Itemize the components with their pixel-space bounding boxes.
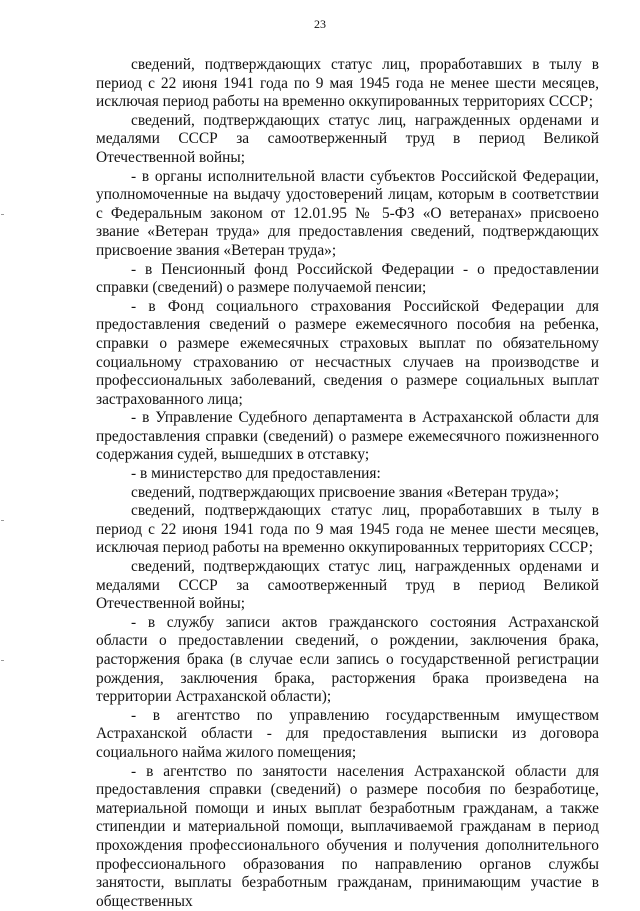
paragraph: - в Пенсионный фонд Российской Федерации - о предоставлении справки (сведений) о размере получаемой пенсии; bbox=[96, 260, 599, 297]
document-body bbox=[96, 56, 599, 911]
paragraph: - в Фонд социального страхования Российской Федерации для предоставления сведений о размере ежемесячного пособия на ребенка, справки о размере ежемесячных страховых выплат по обязательному социальному страхованию от несчастных случаев на производстве и профессиональных заболеваний, сведения о размере социальных выплат застрахованного лица; bbox=[96, 297, 599, 408]
paragraph: сведений, подтверждающих статус лиц, награжденных орденами и медалями СССР за самоотверженный труд в период Великой Отечественной войны; bbox=[96, 558, 599, 613]
paragraph: - в службу записи актов гражданского состояния Астраханской области о предоставлении сведений, о рождении, заключения брака, расторжения брака (в случае если запись о государственной регистрации рождения, заключения брака, расторжения брака произведена на территории Астраханской области); bbox=[96, 613, 599, 706]
paragraph: сведений, подтверждающих статус лиц, проработавших в тылу в период с 22 июня 1941 года по 9 мая 1945 года не менее шести месяцев, исключая период работы на временно оккупированных территориях СССР; bbox=[96, 56, 599, 111]
paragraph: - в органы исполнительной власти субъектов Российской Федерации, уполномоченные на выдачу удостоверений лицам, которым в соответствии с Федеральным законом от 12.01.95 № 5-ФЗ «О ветеранах» присвоено звание «Ветеран труда» для предоставления сведений, подтверждающих присвоение звания «Ветеран труда»; bbox=[96, 167, 599, 259]
paragraph: сведений, подтверждающих статус лиц, награжденных орденами и медалями СССР за самоотверженный труд в период Великой Отечественной войны; bbox=[96, 111, 599, 166]
margin-mark bbox=[1, 214, 4, 215]
paragraph: сведений, подтверждающих присвоение звания «Ветеран труда»; bbox=[131, 483, 559, 501]
margin-mark bbox=[1, 660, 4, 661]
paragraph: сведений, подтверждающих статус лиц, проработавших в тылу в период с 22 июня 1941 года по 9 мая 1945 года не менее шести месяцев, исключая период работы на временно оккупированных территориях СССР; bbox=[96, 502, 599, 557]
paragraph: - в агентство по занятости населения Астраханской области для предоставления справки (сведений) о размере пособия по безработице, материальной помощи и иных выплат безработным гражданам, а также стипендии и материальной помощи, выплачиваемой гражданам в период прохождения профессионального обучения и получения дополнительного профессионального образования по направлению органов службы занятости, выплаты безработным гражданам, принимающим участие в общественных bbox=[96, 762, 599, 910]
paragraph: - в министерство для предоставления: bbox=[131, 465, 381, 483]
paragraph: - в агентство по управлению государственным имуществом Астраханской области - для предоставления выписки из договора социального найма жилого помещения; bbox=[96, 706, 599, 761]
margin-mark bbox=[1, 520, 4, 521]
page-number: 23 bbox=[314, 17, 326, 31]
paragraph: - в Управление Судебного департамента в Астраханской области для предоставления справки (сведений) о размере ежемесячного пожизненного содержания судей, вышедших в отставку; bbox=[96, 409, 599, 464]
